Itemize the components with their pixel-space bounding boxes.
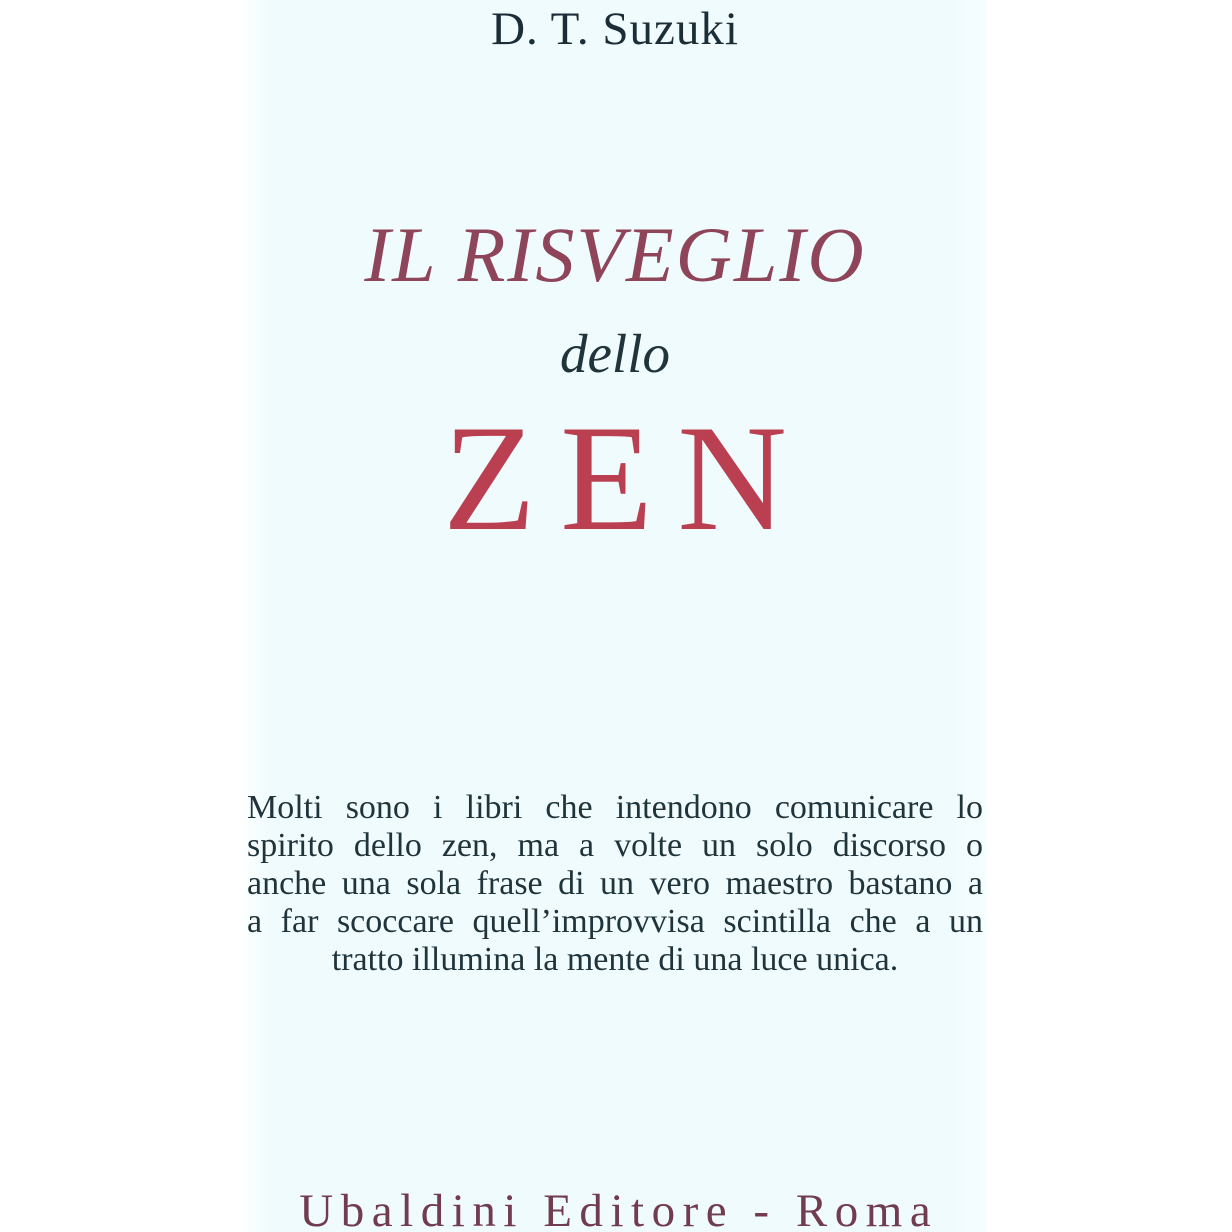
title-line-zen: ZEN [442, 394, 812, 562]
blurb-line: a far scoccare quell’improvvisa scintilla che a un [247, 903, 983, 940]
back-blurb [247, 789, 983, 979]
blurb-line: Molti sono i libri che intendono comunicare lo [247, 789, 983, 826]
title-line-dello: dello [560, 323, 670, 384]
title-line-risveglio: IL RISVEGLIO [364, 211, 866, 298]
blurb-line: anche una sola frase di un vero maestro bastano a [247, 865, 983, 902]
publisher-line: Ubaldini Editore - Roma [299, 1185, 939, 1232]
blurb-line: spirito dello zen, ma a volte un solo discorso o [247, 827, 983, 864]
author-name: D. T. Suzuki [491, 3, 739, 55]
blurb-line: tratto illumina la mente di una luce unica. [331, 941, 899, 978]
book-cover [243, 0, 987, 1232]
